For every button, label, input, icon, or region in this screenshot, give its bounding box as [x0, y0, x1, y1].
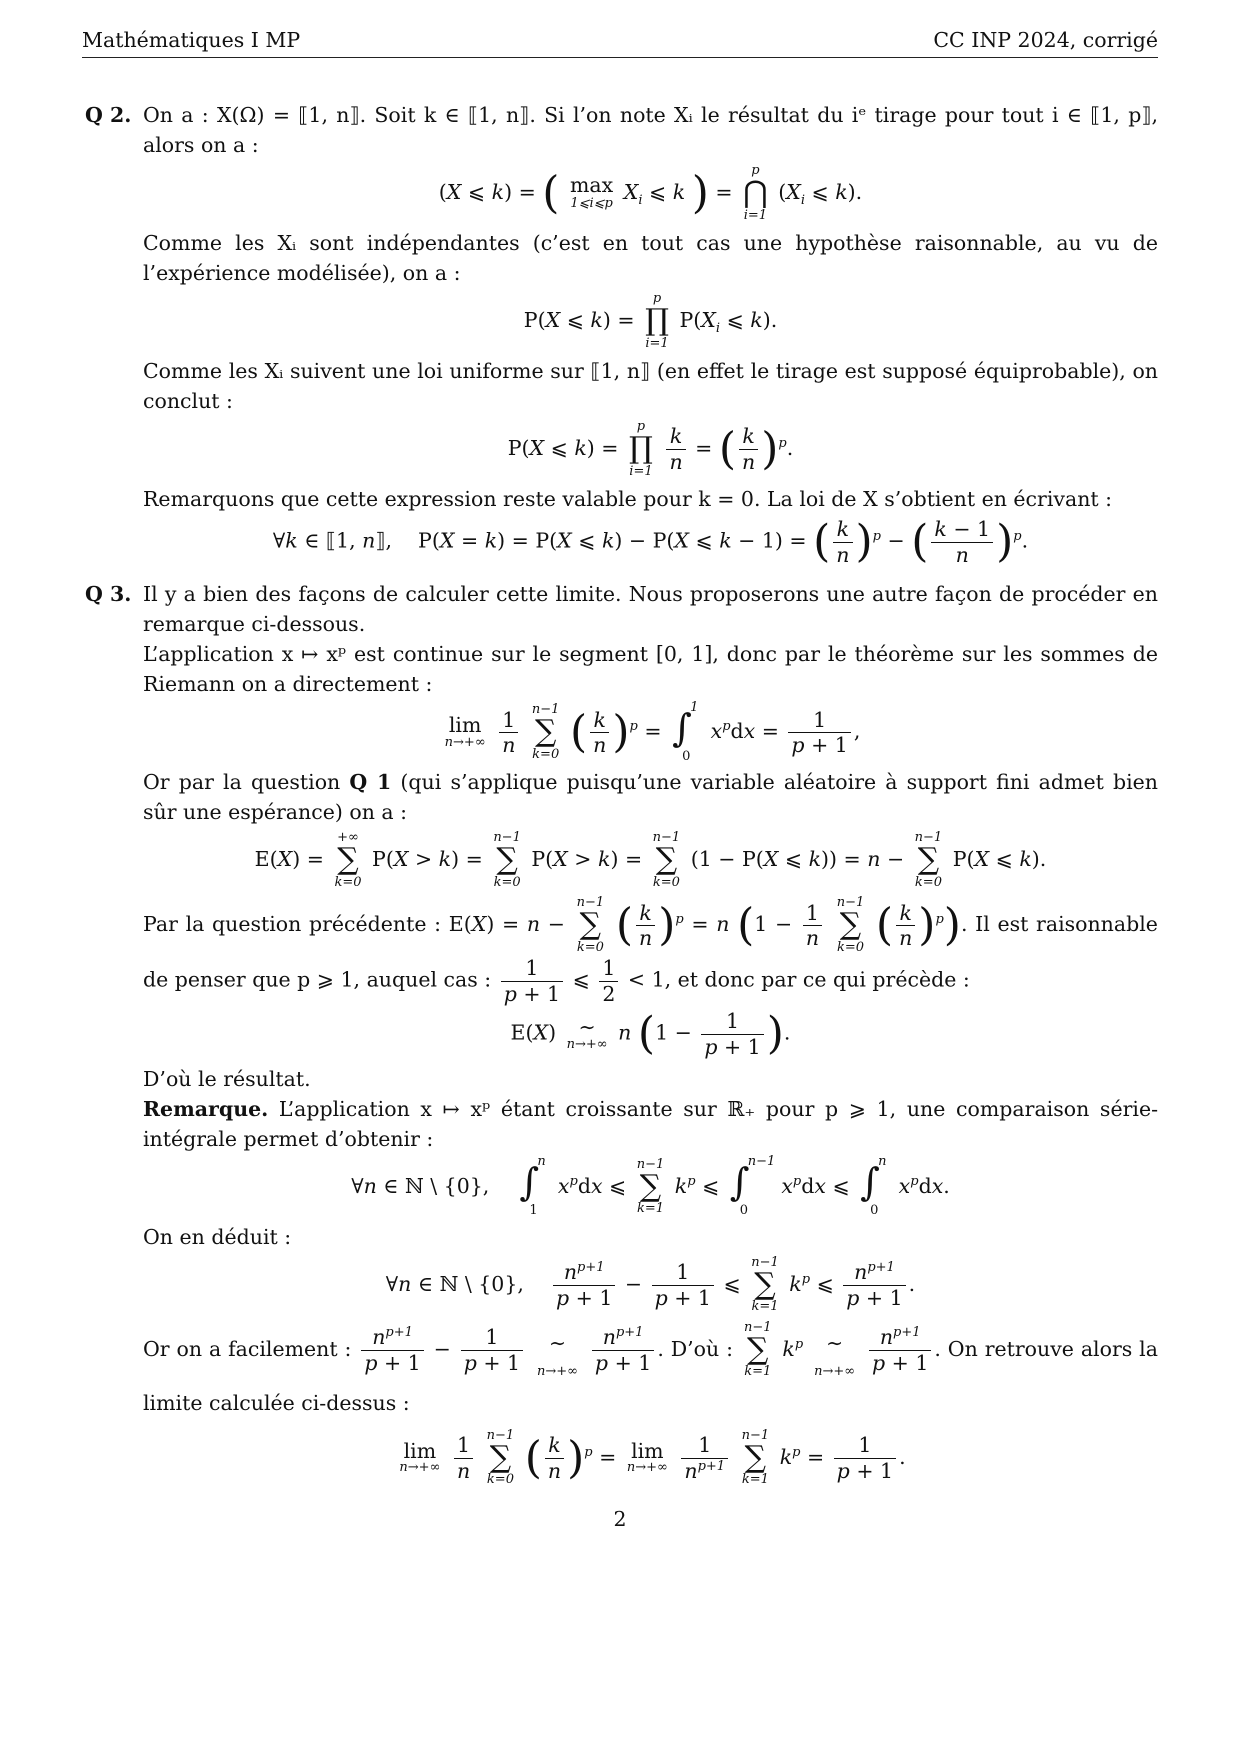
eq-event-max: (X ⩽ k) = ( max 1⩽i⩽p $X_i$ ⩽ k ) = p ⋂ i=1 ($X_i$ ⩽ k). — [438, 163, 863, 223]
q3-intro: Il y a bien des façons de calculer cette limite. Nous proposerons une autre façon de procéder en remarque ci-dessous. — [143, 582, 1158, 637]
question-2 — [85, 100, 1158, 567]
q3-deduce: On en déduit : — [143, 1224, 292, 1249]
eq-final-limit: lim n→+∞ $\frac{1}{n}$ n−1 ∑ k=0 ( $\frac{k}{n}$ )$^p$ = lim n→+∞ $\frac{1}{n^{p+1}}$ n−1 ∑ k=1 $k^p$ = $\frac{1}{p + 1}$ . — [399, 1427, 906, 1488]
header-exam: CC INP 2024, corrigé — [933, 28, 1158, 52]
remark-label: Remarque. — [143, 1096, 269, 1121]
q2-independence: Comme les Xᵢ sont indépendantes (c’est en tout cas une hypothèse raisonnable, au vu de l’expérience modélisée), on a : — [143, 231, 1158, 285]
header-course: Mathématiques I MP — [82, 28, 301, 52]
page-header — [82, 26, 1158, 58]
q3-p7b: . D’où : — [657, 1336, 734, 1361]
page-body — [85, 100, 1158, 1493]
q3-expectation-text — [143, 767, 1158, 827]
eq-law: ∀k ∈ ⟦1, n⟧, P(X = k) = P(X ⩽ k) − P(X ⩽ k − 1) = ( $\frac{k}{n}$ )$^p$ − ( $\frac{k - 1}{n}$ )$^p$. — [272, 516, 1029, 568]
eq-cdf: P(X ⩽ k) = p ∏ i=1 $\frac{k}{n}$ = ( $\frac{k}{n}$ )$^p$. — [507, 419, 794, 479]
eq-equivalent: E(X) ∼ n→+∞ n (1 − $\frac{1}{p + 1}$ ). — [510, 1008, 791, 1060]
q3-p7a: Or on a facilement : — [143, 1336, 352, 1361]
q3-p3c: (qui s’applique puisqu’une variable aléatoire à support fini admet bien sûr une espérance) on a : — [143, 770, 1158, 825]
question-2-label: Q 2. — [85, 103, 132, 127]
q2-intro: On a : X(Ω) = ⟦1, n⟧. Soit k ∈ ⟦1, n⟧. Si l’on note Xᵢ le résultat du iᵉ tirage pour tout i ∈ ⟦1, p⟧, alors on a : — [143, 103, 1158, 157]
remark-text: L’application x ↦ xᵖ étant croissante sur ℝ₊ pour p ⩾ 1, une comparaison série-intégrale permet d’obtenir : — [143, 1096, 1158, 1151]
q3-p4a: Par la question précédente : — [143, 912, 442, 937]
q2-remark: Remarquons que cette expression reste valable pour k = 0. La loi de X s’obtient en écrivant : — [143, 487, 1113, 511]
eq-expectation: E(X) = +∞ ∑ k=0 P(X > k) = n−1 ∑ k=0 P(X > k) = n−1 ∑ k=0 (1 − P(X ⩽ k)) = n − n−1 ∑ k=0 P(X ⩽ k). — [254, 830, 1047, 890]
q3-previous: Par la question précédente : E(X) = n − n−1 ∑ k=0 ( $\frac{k}{n}$ )$^p$ = n (1 − $\frac{1}{n}$ n−1 ∑ k=0 ( $\frac{k}{n}$ )$^p$). Il est raisonnable de penser que p ⩾ 1, auquel cas : $\frac{1}{p + 1}$ ⩽ $\frac{1}{2}$ < 1, et donc par ce qui précède : — [143, 895, 1158, 1006]
page-number: 2 — [613, 1507, 627, 1531]
q3-p4b: . Il est raisonnable de penser que p ⩾ 1, auquel cas : — [143, 912, 1158, 992]
eq-product: P(X ⩽ k) = p ∏ i=1 $P(X_i$ ⩽ k). — [523, 291, 778, 351]
question-3 — [85, 579, 1158, 1488]
q3-p3a: Or par la question — [143, 770, 350, 795]
question-3-label: Q 3. — [85, 582, 132, 607]
q2-uniform: Comme les Xᵢ suivent une loi uniforme sur ⟦1, n⟧ (en effet le tirage est supposé équiprobable), on conclut : — [143, 359, 1158, 413]
q3-p7c: . On retrouve alors la limite calculée ci-dessus : — [143, 1336, 1158, 1415]
eq-riemann: lim n→+∞ $\frac{1}{n}$ n−1 ∑ k=0 ( $\frac{k}{n}$ )$^p$ = ∫ 1 0 $x^pdx$ = $\frac{1}{p + 1}$ , — [444, 699, 861, 764]
q3-ref-q1: Q 1 — [349, 770, 392, 795]
eq-series-integral: ∀n ∈ ℕ \ {0}, ∫ n 1 $x^pdx$ ⩽ n−1 ∑ k=1 $k^p$ ⩽ ∫ n−1 0 $x^pdx$ ⩽ ∫ n 0 $x^pdx$. — [351, 1154, 950, 1219]
q3-riemann-text: L’application x ↦ xᵖ est continue sur le segment [0, 1], donc par le théorème sur les sommes de Riemann on a directement : — [143, 642, 1158, 697]
q3-conclusion: D’où le résultat. — [143, 1066, 311, 1091]
q3-p4c: , et donc par ce qui précède : — [664, 967, 970, 992]
q3-remark — [143, 1094, 1158, 1154]
q3-easy: Or on a facilement : $\frac{n^{p+1}}{p + 1}$ − $\frac{1}{p + 1}$ ∼ n→+∞ $\frac{n^{p+1}}{p + 1}$ . D’où : n−1 ∑ k=1 $k^p$ ∼ n→+∞ $\frac{n^{p+1}}{p + 1}$ . On retrouve alors la limite calculée ci-dessus : — [143, 1319, 1158, 1415]
eq-bounds: ∀n ∈ ℕ \ {0}, $\frac{n^{p+1}}{p + 1}$ − $\frac{1}{p + 1}$ ⩽ n−1 ∑ k=1 $k^p$ ⩽ $\frac{n^{p+1}}{p + 1}$ . — [385, 1254, 916, 1315]
